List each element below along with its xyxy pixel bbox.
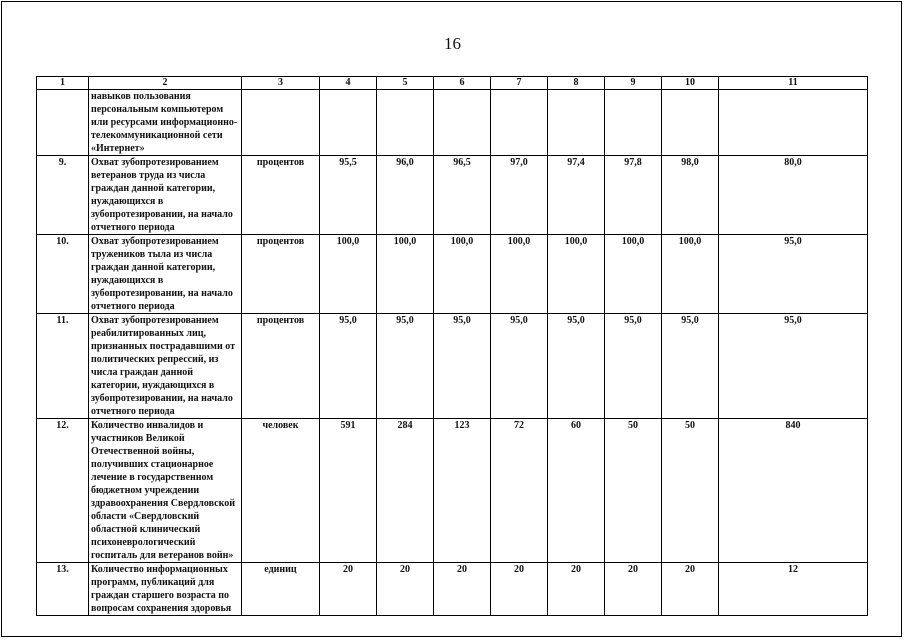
unit-cell: процентов <box>242 314 320 419</box>
value-cell: 95,0 <box>491 314 548 419</box>
indicator-table <box>36 76 868 616</box>
table-row <box>37 563 868 616</box>
table-row <box>37 419 868 563</box>
value-cell: 97,0 <box>491 156 548 235</box>
value-cell: 100,0 <box>434 235 491 314</box>
value-cell: 60 <box>548 419 605 563</box>
value-cell: 95,0 <box>605 314 662 419</box>
value-cell: 50 <box>605 419 662 563</box>
value-cell: 95,0 <box>662 314 719 419</box>
value-cell: 20 <box>548 563 605 616</box>
row-number: 9. <box>37 156 89 235</box>
value-cell: 100,0 <box>320 235 377 314</box>
value-cell: 20 <box>662 563 719 616</box>
value-cell: 95,0 <box>377 314 434 419</box>
page-number: 16 <box>444 34 461 53</box>
value-cell: 20 <box>320 563 377 616</box>
column-header: 5 <box>377 77 434 90</box>
indicator-name: Охват зубопротезированием ветеранов труда из числа граждан данной категории, нуждающихся в зубопротезировании, на начало отчетного периода <box>89 156 242 235</box>
value-cell: 20 <box>377 563 434 616</box>
value-cell: 97,8 <box>605 156 662 235</box>
value-cell: 95,0 <box>548 314 605 419</box>
value-cell: 97,4 <box>548 156 605 235</box>
row-number: 11. <box>37 314 89 419</box>
value-cell: 100,0 <box>491 235 548 314</box>
column-header: 10 <box>662 77 719 90</box>
row-number <box>37 90 89 156</box>
value-cell: 20 <box>605 563 662 616</box>
table-row <box>37 90 868 156</box>
column-header: 4 <box>320 77 377 90</box>
unit-cell: единиц <box>242 563 320 616</box>
indicator-name: Охват зубопротезированием тружеников тыла из числа граждан данной категории, нуждающихся в зубопротезировании, на начало отчетного периода <box>89 235 242 314</box>
row-number: 12. <box>37 419 89 563</box>
value-cell: 123 <box>434 419 491 563</box>
value-cell: 284 <box>377 419 434 563</box>
value-cell: 96,5 <box>434 156 491 235</box>
value-cell <box>719 90 868 156</box>
unit-cell: процентов <box>242 235 320 314</box>
indicator-name: Количество инвалидов и участников Великой Отечественной войны, получивших стационарное лечение в государственном бюджетном учреждении здравоохранения Свердловской области «Свердловский областной клинический психоневрологический госпиталь для ветеранов войн» <box>89 419 242 563</box>
table-row <box>37 156 868 235</box>
value-cell <box>662 90 719 156</box>
value-cell: 95,0 <box>719 314 868 419</box>
value-cell <box>548 90 605 156</box>
value-cell: 95,0 <box>320 314 377 419</box>
value-cell: 95,5 <box>320 156 377 235</box>
value-cell: 20 <box>434 563 491 616</box>
value-cell: 96,0 <box>377 156 434 235</box>
value-cell: 100,0 <box>605 235 662 314</box>
table-row <box>37 314 868 419</box>
row-number: 10. <box>37 235 89 314</box>
value-cell: 12 <box>719 563 868 616</box>
indicator-name: Количество информационных программ, публикаций для граждан старшего возраста по вопросам сохранения здоровья <box>89 563 242 616</box>
value-cell: 591 <box>320 419 377 563</box>
unit-cell: человек <box>242 419 320 563</box>
column-header: 11 <box>719 77 868 90</box>
value-cell: 50 <box>662 419 719 563</box>
value-cell: 95,0 <box>719 235 868 314</box>
value-cell: 100,0 <box>377 235 434 314</box>
unit-cell: процентов <box>242 156 320 235</box>
column-header: 1 <box>37 77 89 90</box>
value-cell <box>377 90 434 156</box>
column-header: 8 <box>548 77 605 90</box>
table-row <box>37 235 868 314</box>
header-row <box>37 77 868 90</box>
value-cell: 80,0 <box>719 156 868 235</box>
column-header: 6 <box>434 77 491 90</box>
column-header: 7 <box>491 77 548 90</box>
value-cell: 100,0 <box>548 235 605 314</box>
value-cell: 72 <box>491 419 548 563</box>
column-header: 3 <box>242 77 320 90</box>
value-cell <box>320 90 377 156</box>
value-cell: 100,0 <box>662 235 719 314</box>
value-cell: 20 <box>491 563 548 616</box>
value-cell <box>491 90 548 156</box>
value-cell: 98,0 <box>662 156 719 235</box>
unit-cell <box>242 90 320 156</box>
indicator-name: Охват зубопротезированием реабилитированных лиц, признанных пострадавшими от политических репрессий, из числа граждан данной категории, нуждающихся в зубопротезировании, на начало отчетного периода <box>89 314 242 419</box>
column-header: 9 <box>605 77 662 90</box>
indicator-name: навыков пользования персональным компьютером или ресурсами информационно-телекоммуникационной сети «Интернет» <box>89 90 242 156</box>
column-header: 2 <box>89 77 242 90</box>
value-cell <box>605 90 662 156</box>
value-cell <box>434 90 491 156</box>
value-cell: 95,0 <box>434 314 491 419</box>
row-number: 13. <box>37 563 89 616</box>
value-cell: 840 <box>719 419 868 563</box>
